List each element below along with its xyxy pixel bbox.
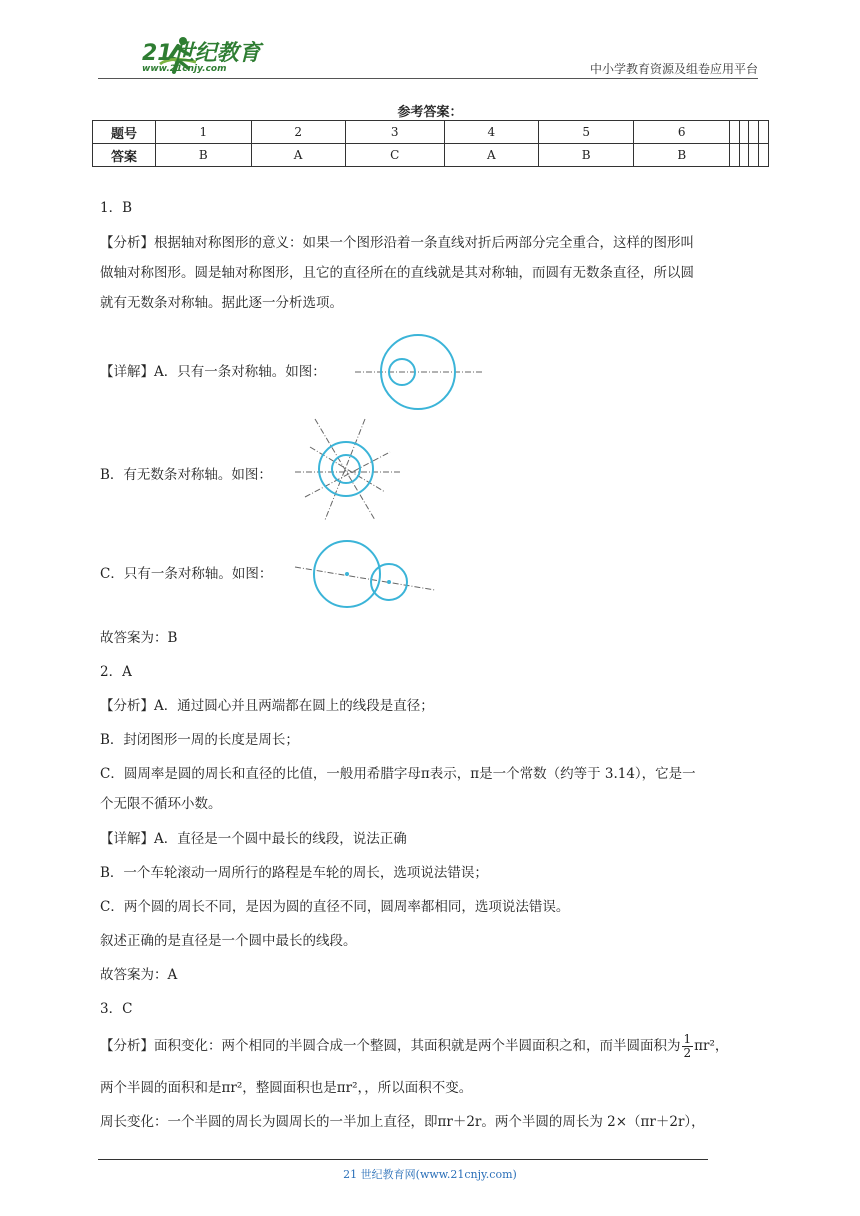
platform-title: 中小学教育资源及组卷应用平台 (589, 62, 758, 76)
q2-head: 2．A (100, 664, 132, 680)
q3-analysis-text: πr²， (694, 1038, 729, 1054)
q1-detail-a: 【详解】A．只有一条对称轴。如图： (100, 364, 326, 380)
q3-analysis-text: 【分析】面积变化：两个相同的半圆合成一个整圆，其面积就是两个半圆面积之和，而半圆面积为 (100, 1038, 681, 1054)
table-cell: B (156, 144, 252, 167)
answer-title: 参考答案： (397, 105, 463, 120)
table-cell (759, 121, 769, 144)
q3-analysis: 周长变化：一个半圆的周长为圆周长的一半加上直径，即πr＋2r。两个半圆的周长为 2×（πr＋2r）， (100, 1114, 705, 1130)
q2-final: 故答案为：A (100, 967, 178, 983)
row-label: 题号 (93, 121, 156, 144)
table-cell: B (634, 144, 730, 167)
table-cell: C (345, 144, 444, 167)
q1-analysis: 做轴对称图形。圆是轴对称图形，且它的直径所在的直线就是其对称轴，而圆有无数条直径，所以圆 (100, 265, 694, 281)
header-divider (98, 78, 758, 79)
table-cell: B (538, 144, 634, 167)
table-cell: 6 (634, 121, 730, 144)
q2-detail: B．一个车轮滚动一周所行的路程是车轮的周长，选项说法错误； (100, 865, 488, 881)
q2-analysis: 个无限不循环小数。 (100, 796, 222, 812)
logo-text: 21世纪教育 (142, 41, 261, 66)
q2-analysis: 【分析】A．通过圆心并且两端都在圆上的线段是直径； (100, 698, 434, 714)
logo-url: www.21cnjy.com (142, 64, 227, 74)
table-cell: 5 (538, 121, 634, 144)
table-cell: 2 (251, 121, 345, 144)
table-cell (739, 121, 749, 144)
q2-detail: 叙述正确的是直径是一个圆中最长的线段。 (100, 933, 357, 949)
page-header (98, 34, 758, 80)
fraction-denominator: 2 (683, 1046, 692, 1060)
table-cell (739, 144, 749, 167)
answer-table (92, 120, 769, 167)
figure-a-circles (355, 334, 485, 410)
q1-analysis: 【分析】根据轴对称图形的意义：如果一个图形沿着一条直线对折后两部分完全重合，这样的图形叫 (100, 235, 694, 251)
table-cell: 1 (156, 121, 252, 144)
table-cell: A (444, 144, 538, 167)
table-cell: 4 (444, 121, 538, 144)
q2-analysis: B．封闭图形一周的长度是周长； (100, 732, 299, 748)
q2-analysis: C．圆周率是圆的周长和直径的比值，一般用希腊字母π表示，π是一个常数（约等于 3.14），它是一 (100, 766, 696, 782)
table-cell (730, 121, 740, 144)
q3-analysis: 两个半圆的面积和是πr²，整圆面积也是πr²，，所以面积不变。 (100, 1080, 473, 1096)
q1-detail-b: B．有无数条对称轴。如图： (100, 467, 272, 483)
q1-head: 1．B (100, 200, 133, 216)
table-cell: 3 (345, 121, 444, 144)
table-row (93, 144, 769, 167)
q3-head: 3．C (100, 1001, 133, 1017)
table-cell (759, 144, 769, 167)
q1-detail-c: C．只有一条对称轴。如图： (100, 566, 273, 582)
fraction (682, 1033, 694, 1060)
table-cell (749, 144, 759, 167)
row-label: 答案 (93, 144, 156, 167)
table-cell: A (251, 144, 345, 167)
q1-final: 故答案为：B (100, 630, 178, 646)
fraction-numerator: 1 (683, 1032, 692, 1046)
table-row (93, 121, 769, 144)
figure-c-two-circles (290, 540, 440, 612)
q1-analysis: 就有无数条对称轴。据此逐一分析选项。 (100, 295, 343, 311)
footer-text: 21 世纪教育网(www.21cnjy.com) (343, 1168, 517, 1181)
table-cell (730, 144, 740, 167)
table-cell (749, 121, 759, 144)
footer-divider (98, 1159, 708, 1160)
q3-analysis (100, 1030, 728, 1062)
q2-detail: C．两个圆的周长不同，是因为圆的直径不同，圆周率都相同，选项说法错误。 (100, 899, 570, 915)
q2-detail: 【详解】A．直径是一个圆中最长的线段，说法正确 (100, 831, 407, 847)
figure-b-concentric-circles (290, 417, 405, 522)
